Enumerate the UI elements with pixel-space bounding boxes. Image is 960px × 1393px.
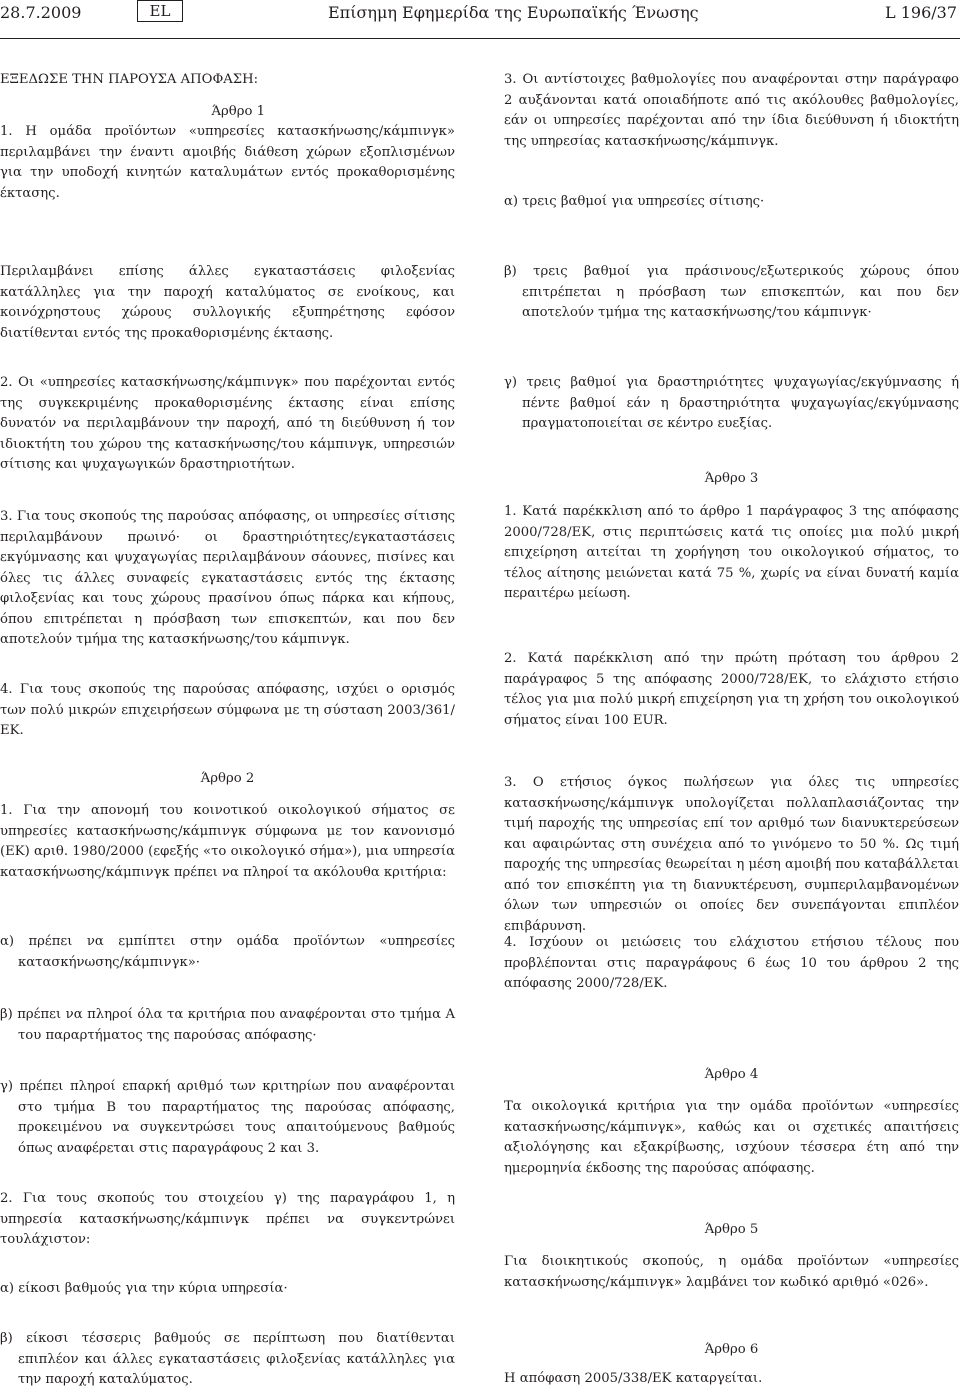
article-2-paragraph-1-item-b: β) πρέπει να πληροί όλα τα κριτήρια που αναφέρονται στο τμήμα Α του παραρτήματος της παρούσας απόφασης· [0, 1007, 455, 1043]
article-2-paragraph-2: 2. Για τους σκοπούς του στοιχείου γ) της παραγράφου 1, η υπηρεσία κατασκήνωσης/κάμπινγκ πρέπει να συγκεντρώνει τουλάχιστον: [0, 1191, 455, 1247]
article-3-heading: Άρθρο 3 [704, 471, 759, 486]
publication-date: 28.7.2009 [0, 3, 82, 22]
article-2-paragraph-3-item-b: β) τρεις βαθμοί για πράσινους/εξωτερικούς χώρους όπου επιτρέπεται η πρόσβαση των επισκεπτών, και που δεν αποτελούν τμήμα της κατασκήνωσης/του κάμπινγκ· [504, 264, 959, 320]
decision-intro: ΕΞΕΔΩΣΕ ΤΗΝ ΠΑΡΟΥΣΑ ΑΠΟΦΑΣΗ: [0, 72, 259, 87]
journal-title: Επίσημη Εφημερίδα της Ευρωπαϊκής Ένωσης [328, 3, 699, 22]
article-3-paragraph-1: 1. Κατά παρέκκλιση από το άρθρο 1 παράγραφος 3 της απόφασης 2000/728/ΕΚ, στις περιπτώσεις κατά τις οποίες μια πολύ μικρή επιχείρηση αιτείται τη χορήγηση του οικολογικού σήματος, το τέλος αίτησης μειώνεται κατά 75 %, χωρίς να είναι δυνατή καμία περαιτέρω μείωση. [504, 504, 959, 601]
journal-header [0, 0, 960, 39]
article-1-heading: Άρθρο 1 [211, 104, 265, 119]
article-4-heading: Άρθρο 4 [704, 1067, 759, 1082]
article-2-paragraph-1-item-a: α) πρέπει να εμπίπτει στην ομάδα προϊόντων «υπηρεσίες κατασκήνωσης/κάμπινγκ»· [0, 934, 455, 970]
article-3-paragraph-4: 4. Ισχύουν οι μειώσεις του ελάχιστου ετήσιου τέλους που προβλέπονται στις παραγράφους 6 έως 10 του άρθρου 2 της απόφασης 2000/728/ΕΚ. [504, 935, 959, 991]
article-2-paragraph-1-item-c: γ) πρέπει πληροί επαρκή αριθμό των κριτηρίων που αναφέρονται στο τμήμα Β του παραρτήματος της παρούσας απόφασης, προκειμένου να συγκεντρώσει τους απαιτούμενους βαθμούς όπως αναφέρεται στις παραγράφους 2 και 3. [0, 1079, 455, 1156]
article-2-heading: Άρθρο 2 [200, 771, 255, 786]
article-2-paragraph-2-item-a: α) είκοσι βαθμούς για την κύρια υπηρεσία· [0, 1281, 288, 1296]
article-1-paragraph-1b: Περιλαμβάνει επίσης άλλες εγκαταστάσεις φιλοξενίας κατάλληλες για την παροχή καταλύματος σε ενοίκους, και κοινόχρηστους χώρους συλλογικής εξυπηρέτησης εφόσον διατίθενται εντός της προκαθορισμένης έκτασης. [0, 264, 455, 341]
page-reference: L 196/37 [885, 3, 957, 22]
article-6-heading: Άρθρο 6 [704, 1342, 759, 1357]
article-1-paragraph-3: 3. Για τους σκοπούς της παρούσας απόφασης, οι υπηρεσίες σίτισης περιλαμβάνουν πρωινό· οι δραστηριότητες/εγκαταστάσεις εκγύμνασης και ψυχαγωγίας περιλαμβάνουν σάουνες, πισίνες και όλες τις άλλες συναφείς εγκαταστάσεις εντός της έκτασης φιλοξενίας και τους χώρους πρασίνου όπως πάρκα και κήπους, όπου επιτρέπεται η πρόσβαση των επισκεπτών, και που δεν αποτελούν τμήμα της κατασκήνωσης/του κάμπινγκ. [0, 509, 455, 647]
language-badge: EL [137, 0, 183, 22]
article-4-paragraph: Τα οικολογικά κριτήρια για την ομάδα προϊόντων «υπηρεσίες κατασκήνωσης/κάμπινγκ», καθώς και οι σχετικές απαιτήσεις αξιολόγησης και εξακρίβωσης, ισχύουν τέσσερα έτη από την ημερομηνία έκδοσης της παρούσας απόφασης. [504, 1099, 959, 1176]
article-1-paragraph-1: 1. Η ομάδα προϊόντων «υπηρεσίες κατασκήνωσης/κάμπινγκ» περιλαμβάνει την έναντι αμοιβής διάθεση χώρων εξοπλισμένων για την υποδοχή κινητών καταλυμάτων εντός προκαθορισμένης έκτασης. [0, 124, 455, 201]
article-2-paragraph-3-item-c: γ) τρεις βαθμοί για δραστηριότητες ψυχαγωγίας/εκγύμνασης ή πέντε βαθμοί εάν η δραστηριότητα ψυχαγωγίας/εκγύμνασης πραγματοποιείται σε κέντρο ευεξίας. [504, 375, 959, 431]
article-3-paragraph-2: 2. Κατά παρέκκλιση από την πρώτη πρόταση του άρθρου 2 παράγραφος 5 της απόφασης 2000/728/ΕΚ, το ελάχιστο ετήσιο τέλος για μια πολύ μικρή επιχείρηση για τη χρήση του οικολογικού σήματος είναι 100 EUR. [504, 651, 959, 728]
article-2-paragraph-3: 3. Οι αντίστοιχες βαθμολογίες που αναφέρονται στην παράγραφο 2 αυξάνονται κατά οποιαδήποτε από τις ακόλουθες βαθμολογίες, εάν οι υπηρεσίες παρέχονται από την ίδια διεύθυνση ή ιδιοκτήτη της υπηρεσίας κατασκήνωσης/κάμπινγκ. [504, 72, 959, 149]
article-6-paragraph: Η απόφαση 2005/338/ΕΚ καταργείται. [504, 1371, 763, 1386]
article-2-paragraph-2-item-b: β) είκοσι τέσσερις βαθμούς σε περίπτωση που διατίθενται επιπλέον και άλλες εγκαταστάσεις φιλοξενίας κατάλληλες για την παροχή καταλύματος. [0, 1331, 455, 1387]
article-5-paragraph: Για διοικητικούς σκοπούς, η ομάδα προϊόντων «υπηρεσίες κατασκήνωσης/κάμπινγκ» λαμβάνει τον κωδικό αριθμό «026». [504, 1254, 959, 1290]
article-1-paragraph-4: 4. Για τους σκοπούς της παρούσας απόφασης, ισχύει ο ορισμός των πολύ μικρών επιχειρήσεων σύμφωνα με τη σύσταση 2003/361/ΕΚ. [0, 682, 455, 738]
article-2-paragraph-3-item-a: α) τρεις βαθμοί για υπηρεσίες σίτισης· [504, 194, 765, 209]
article-2-paragraph-1: 1. Για την απονομή του κοινοτικού οικολογικού σήματος σε υπηρεσίες κατασκήνωσης/κάμπινγκ σύμφωνα με τον κανονισμό (ΕΚ) αριθ. 1980/2000 (εφεξής «το οικολογικό σήμα»), μια υπηρεσία κατασκήνωσης/κάμπινγκ πρέπει να πληροί τα ακόλουθα κριτήρια: [0, 803, 455, 880]
article-5-heading: Άρθρο 5 [704, 1222, 759, 1237]
article-1-paragraph-2: 2. Οι «υπηρεσίες κατασκήνωσης/κάμπινγκ» που παρέχονται εντός της συγκεκριμένης προκαθορισμένης έκτασης είναι επίσης δυνατόν να περιλαμβάνουν την παροχή, από τη διεύθυνση ή τον ιδιοκτήτη του χώρου της κατασκήνωσης/του κάμπινγκ, υπηρεσιών σίτισης και ψυχαγωγικών δραστηριοτήτων. [0, 375, 455, 472]
article-3-paragraph-3: 3. Ο ετήσιος όγκος πωλήσεων για όλες τις υπηρεσίες κατασκήνωσης/κάμπινγκ υπολογίζεται πολλαπλασιάζοντας την τιμή παροχής της υπηρεσίας επί τον αριθμό των διανυκτερεύσεων και αφαιρώντας στη συνέχεια από το γινόμενο το 50 %. Ως τιμή παροχής της υπηρεσίας θεωρείται η μέση αμοιβή που καταβάλλεται από τον επισκέπτη για τη διανυκτέρευση, συμπεριλαμβανομένων όλων των υπηρεσιών οι οποίες δεν συνεπάγονται επιπλέον επιβάρυνση. [504, 775, 959, 934]
